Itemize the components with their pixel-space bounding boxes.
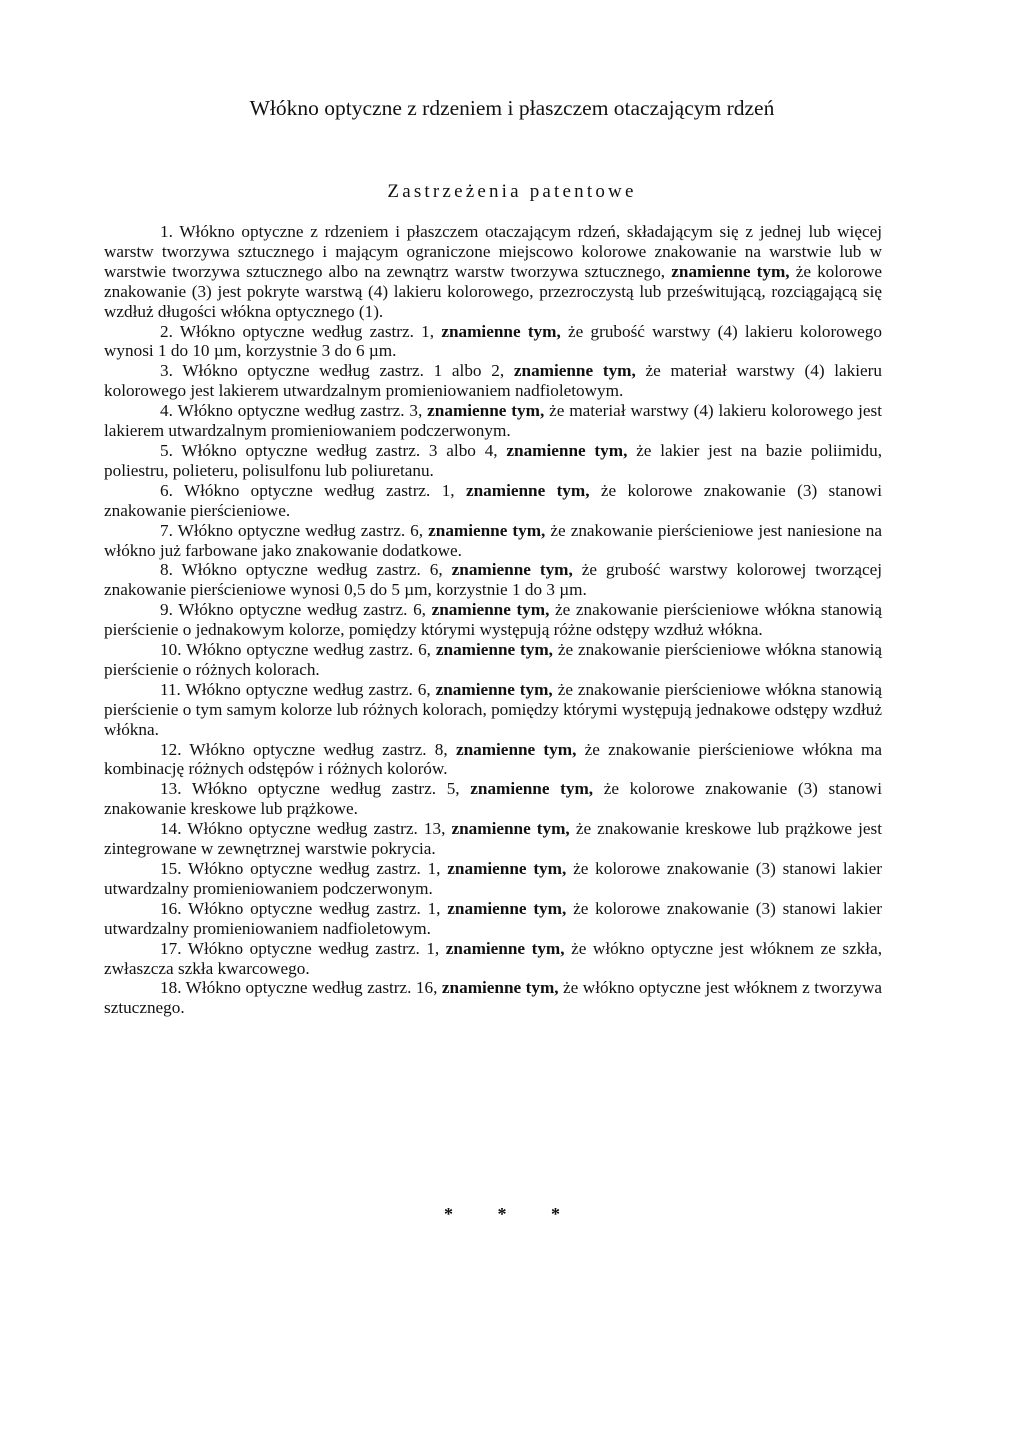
claim-body: że znakowanie pierścieniowe jest naniesione na włókno już farbowane jako znakowanie dodatkowe.	[104, 520, 882, 560]
claim-characterizing-phrase: znamienne tym,	[451, 819, 570, 839]
claim-preamble: Włókno optyczne według zastrz. 1,	[179, 321, 435, 341]
claim-preamble: Włókno optyczne według zastrz. 6,	[177, 520, 424, 540]
end-of-claims-mark: * * *	[444, 1204, 580, 1224]
claim-number: 12.	[160, 739, 182, 759]
claim-preamble: Włókno optyczne według zastrz. 5,	[191, 779, 460, 799]
claim-2	[104, 322, 882, 362]
claim-preamble: Włókno optyczne z rdzeniem i płaszczem otaczającym rdzeń, składającym się z jednej lub więcej warstw tworzywa sztucznego i mającym ograniczone miejscowo kolorowe znakowanie na warstwie lub w warstwie tworzywa sztucznego albo na zewnątrz warstw tworzywa sztucznego,	[104, 222, 882, 281]
claim-number: 11.	[160, 679, 181, 699]
claim-number: 5.	[160, 440, 173, 460]
claim-1	[104, 222, 882, 322]
claim-preamble: Włókno optyczne według zastrz. 6,	[181, 560, 443, 580]
claim-body: że kolorowe znakowanie (3) stanowi znakowanie kreskowe lub prążkowe.	[104, 779, 882, 819]
claim-characterizing-phrase: znamienne tym,	[513, 361, 636, 381]
claim-body: że kolorowe znakowanie (3) stanowi znakowanie pierścieniowe.	[104, 480, 883, 520]
claim-5	[104, 441, 882, 481]
claim-17	[104, 939, 882, 979]
claim-body: że grubość warstwy (4) lakieru kolorowego wynosi 1 do 10 µm, korzystnie 3 do 6 µm.	[104, 321, 882, 361]
claim-number: 4.	[160, 401, 173, 421]
claim-preamble: Włókno optyczne według zastrz. 3,	[177, 401, 423, 421]
claim-body: że znakowanie kreskowe lub prążkowe jest zintegrowane w zewnętrznej warstwie pokrycia.	[104, 819, 882, 859]
claim-preamble: Włókno optyczne według zastrz. 1,	[187, 859, 441, 878]
claim-preamble: Włókno optyczne według zastrz. 1,	[183, 480, 455, 500]
claim-12	[104, 740, 882, 780]
claim-characterizing-phrase: znamienne tym,	[441, 978, 559, 998]
claim-preamble: Włókno optyczne według zastrz. 1,	[187, 898, 441, 918]
claim-body: że kolorowe znakowanie (3) jest pokryte warstwą (4) lakieru kolorowego, przezroczystą lub prześwitującą, rozciągającą się wzdłuż długości włókna optycznego (1).	[104, 261, 883, 321]
claim-body: że znakowanie pierścieniowe włókna stanowią pierścienie o tym samym kolorze lub różnych kolorach, pomiędzy którymi występują jednakowe odstępy wzdłuż włókna.	[104, 679, 883, 739]
claim-number: 9.	[160, 600, 173, 620]
claim-8	[104, 560, 882, 600]
claim-number: 7.	[160, 520, 173, 540]
claim-characterizing-phrase: znamienne tym,	[447, 898, 567, 918]
claim-body: że materiał warstwy (4) lakieru kolorowego jest lakierem utwardzalnym promieniowaniem nadfioletowym.	[104, 361, 883, 401]
claim-preamble: Włókno optyczne według zastrz. 6,	[186, 640, 431, 660]
claim-characterizing-phrase: znamienne tym,	[447, 859, 567, 878]
claim-7	[104, 521, 882, 561]
claim-body: że znakowanie pierścieniowe włókna stanowią pierścienie o różnych kolorach.	[104, 640, 882, 679]
claim-characterizing-phrase: znamienne tym,	[455, 739, 577, 759]
claim-characterizing-phrase: znamienne tym,	[470, 779, 594, 799]
claim-characterizing-phrase: znamienne tym,	[451, 560, 573, 580]
claim-body: że znakowanie pierścieniowe włókna ma kombinację różnych odstępów i różnych kolorów.	[104, 739, 882, 779]
claim-characterizing-phrase: znamienne tym,	[427, 401, 545, 421]
claim-body: że kolorowe znakowanie (3) stanowi lakier utwardzalny promieniowaniem podczerwonym.	[104, 859, 882, 898]
claim-number: 16.	[160, 898, 182, 918]
claim-body: że znakowanie pierścieniowe włókna stanowią pierścienie o jednakowym kolorze, pomiędzy którymi występują różne odstępy wzdłuż włókna.	[104, 600, 882, 640]
claim-number: 17.	[160, 938, 182, 958]
claim-number: 15.	[160, 859, 182, 878]
claim-preamble: Włókno optyczne według zastrz. 1 albo 2,	[182, 361, 505, 381]
claim-number: 2.	[160, 321, 173, 341]
claim-characterizing-phrase: znamienne tym,	[431, 600, 550, 620]
claim-number: 3.	[160, 361, 173, 381]
claim-preamble: Włókno optyczne według zastrz. 6,	[178, 600, 426, 620]
claim-18	[104, 978, 882, 1018]
claim-14	[104, 819, 882, 859]
claim-body: że kolorowe znakowanie (3) stanowi lakier utwardzalny promieniowaniem nadfioletowym.	[104, 898, 882, 938]
claim-number: 1.	[160, 222, 173, 241]
section-heading: Zastrzeżenia patentowe	[387, 181, 637, 202]
claim-10	[104, 640, 882, 680]
claim-preamble: Włókno optyczne według zastrz. 16,	[185, 978, 438, 998]
claim-15	[104, 859, 882, 899]
claim-16	[104, 899, 882, 939]
claim-number: 6.	[160, 480, 173, 500]
claims-list	[104, 222, 882, 1018]
claim-preamble: Włókno optyczne według zastrz. 8,	[189, 739, 448, 759]
claim-characterizing-phrase: znamienne tym,	[428, 520, 546, 540]
claim-number: 8.	[160, 560, 173, 580]
claim-preamble: Włókno optyczne według zastrz. 3 albo 4,	[181, 440, 498, 460]
claim-preamble: Włókno optyczne według zastrz. 1,	[187, 938, 440, 958]
claim-13	[104, 779, 882, 819]
claim-3	[104, 361, 882, 401]
claim-4	[104, 401, 882, 441]
claim-body: że włókno optyczne jest włóknem z tworzywa sztucznego.	[104, 978, 882, 1018]
claim-6	[104, 481, 882, 521]
claim-9	[104, 600, 882, 640]
claim-characterizing-phrase: znamienne tym,	[441, 321, 561, 341]
claim-body: że lakier jest na bazie poliimidu, poliestru, polieteru, polisulfonu lub poliuretanu.	[104, 440, 883, 480]
claim-number: 10.	[160, 640, 182, 660]
claim-body: że grubość warstwy kolorowej tworzącej znakowanie pierścieniowe wynosi 0,5 do 5 µm, korzystnie 1 do 3 µm.	[104, 560, 883, 600]
claim-characterizing-phrase: znamienne tym,	[506, 440, 628, 460]
claim-characterizing-phrase: znamienne tym,	[445, 938, 565, 958]
claim-number: 14.	[160, 819, 182, 839]
claim-number: 18.	[160, 978, 182, 998]
claim-characterizing-phrase: znamienne tym,	[671, 261, 790, 281]
claim-body: że włókno optyczne jest włóknem ze szkła, zwłaszcza szkła kwarcowego.	[104, 938, 883, 978]
document-title: Włókno optyczne z rdzeniem i płaszczem otaczającym rdzeń	[249, 96, 775, 120]
claim-preamble: Włókno optyczne według zastrz. 6,	[185, 679, 431, 699]
claim-body: że materiał warstwy (4) lakieru kolorowego jest lakierem utwardzalnym promieniowaniem podczerwonym.	[104, 401, 882, 441]
claim-number: 13.	[160, 779, 182, 799]
claim-characterizing-phrase: znamienne tym,	[435, 640, 553, 660]
claim-characterizing-phrase: znamienne tym,	[435, 679, 553, 699]
claim-characterizing-phrase: znamienne tym,	[465, 480, 590, 500]
claim-11	[104, 680, 882, 740]
claim-preamble: Włókno optyczne według zastrz. 13,	[187, 819, 446, 839]
